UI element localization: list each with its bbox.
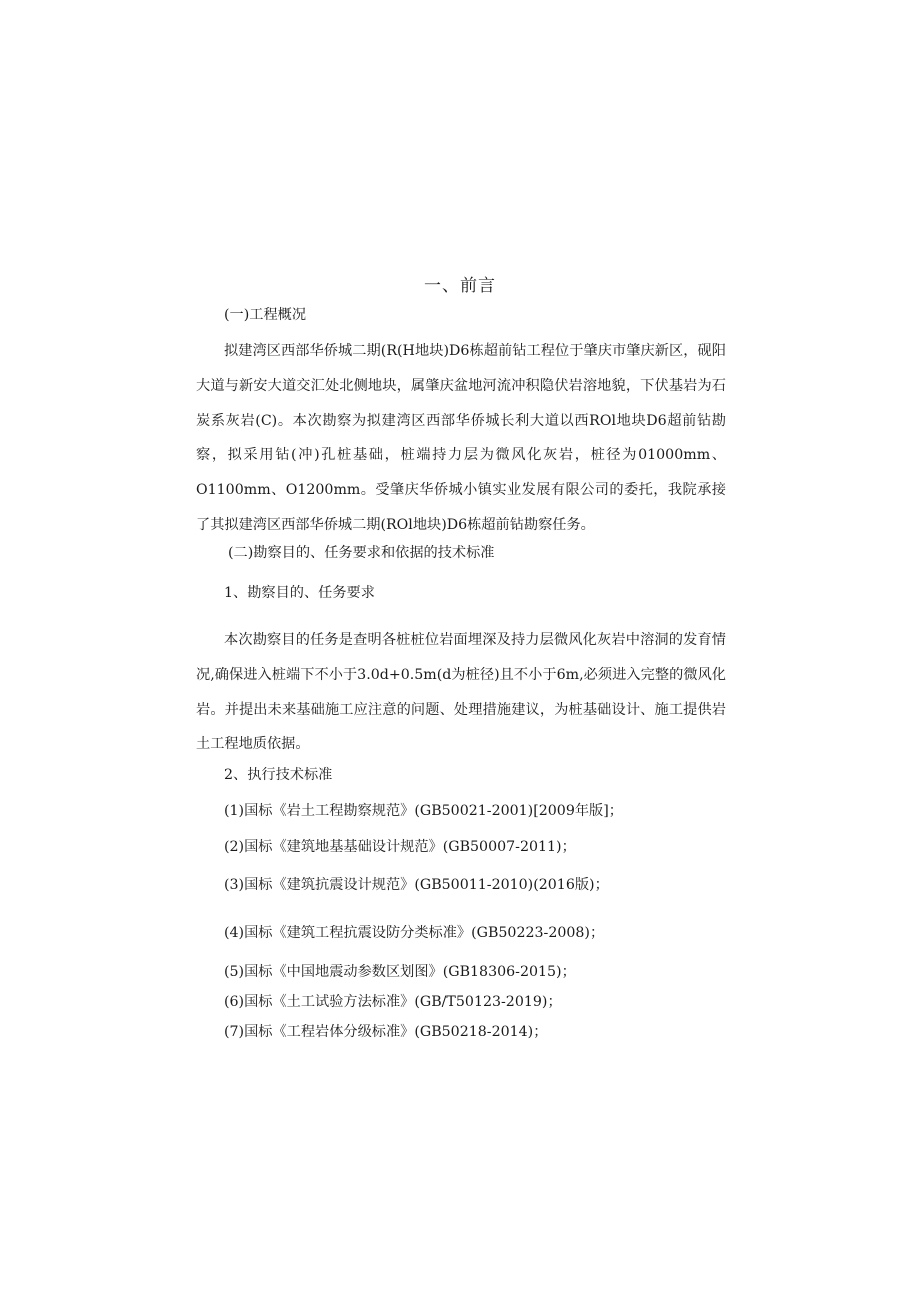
standard-item: (3)国标《建筑抗震设计规范》(GB50011-2010)(2016版)； xyxy=(224,877,609,893)
section-heading-project-overview: (一)工程概况 xyxy=(224,307,307,323)
subsection-heading-purpose: 1、勘察目的、任务要求 xyxy=(224,585,375,601)
standard-item: (1)国标《岩土工程勘察规范》(GB50021-2001)[2009年版]； xyxy=(224,803,623,819)
standard-item: (2)国标《建筑地基基础设计规范》(GB50007-2011)； xyxy=(224,839,576,855)
standard-item: (6)国标《土工试验方法标准》(GB/T50123-2019)； xyxy=(224,994,562,1010)
standard-item: (4)国标《建筑工程抗震设防分类标准》(GB50223-2008)； xyxy=(224,925,605,941)
standard-item: (7)国标《工程岩体分级标准》(GB50218-2014)； xyxy=(224,1024,548,1040)
project-overview-paragraph: 拟建湾区西部华侨城二期(R(H地块)D6栋超前钻工程位于肇庆市肇庆新区，砚阳大道与新安大道交汇处北侧地块，属肇庆盆地河流冲积隐伏岩溶地貌，下伏基岩为石炭系灰岩(C)。本次勘察为拟建湾区西部华侨城长利大道以西ROl地块D6超前钻勘察，拟采用钻(冲)孔桩基础，桩端持力层为微风化灰岩，桩径为01000mm、O1100mm、O1200mm。受肇庆华侨城小镇实业发展有限公司的委托，我院承接了其拟建湾区西部华侨城二期(ROl地块)D6栋超前钻勘察任务。 xyxy=(196,343,726,533)
page-title: 一、前言 xyxy=(424,276,496,296)
subsection-heading-standards: 2、执行技术标准 xyxy=(224,767,333,783)
standard-item: (5)国标《中国地震动参数区划图》(GB18306-2015)； xyxy=(224,964,576,980)
purpose-paragraph: 本次勘察目的任务是查明各桩桩位岩面埋深及持力层微风化灰岩中溶洞的发育情况,确保进入桩端下不小于3.0d+0.5m(d为桩径)且不小于6m,必须进入完整的微风化岩。并提出未来基础施工应注意的问题、处理措施建议，为桩基础设计、施工提供岩土工程地质依据。 xyxy=(196,632,726,753)
section-heading-purpose-standards: (二)勘察目的、任务要求和依据的技术标准 xyxy=(228,545,495,561)
